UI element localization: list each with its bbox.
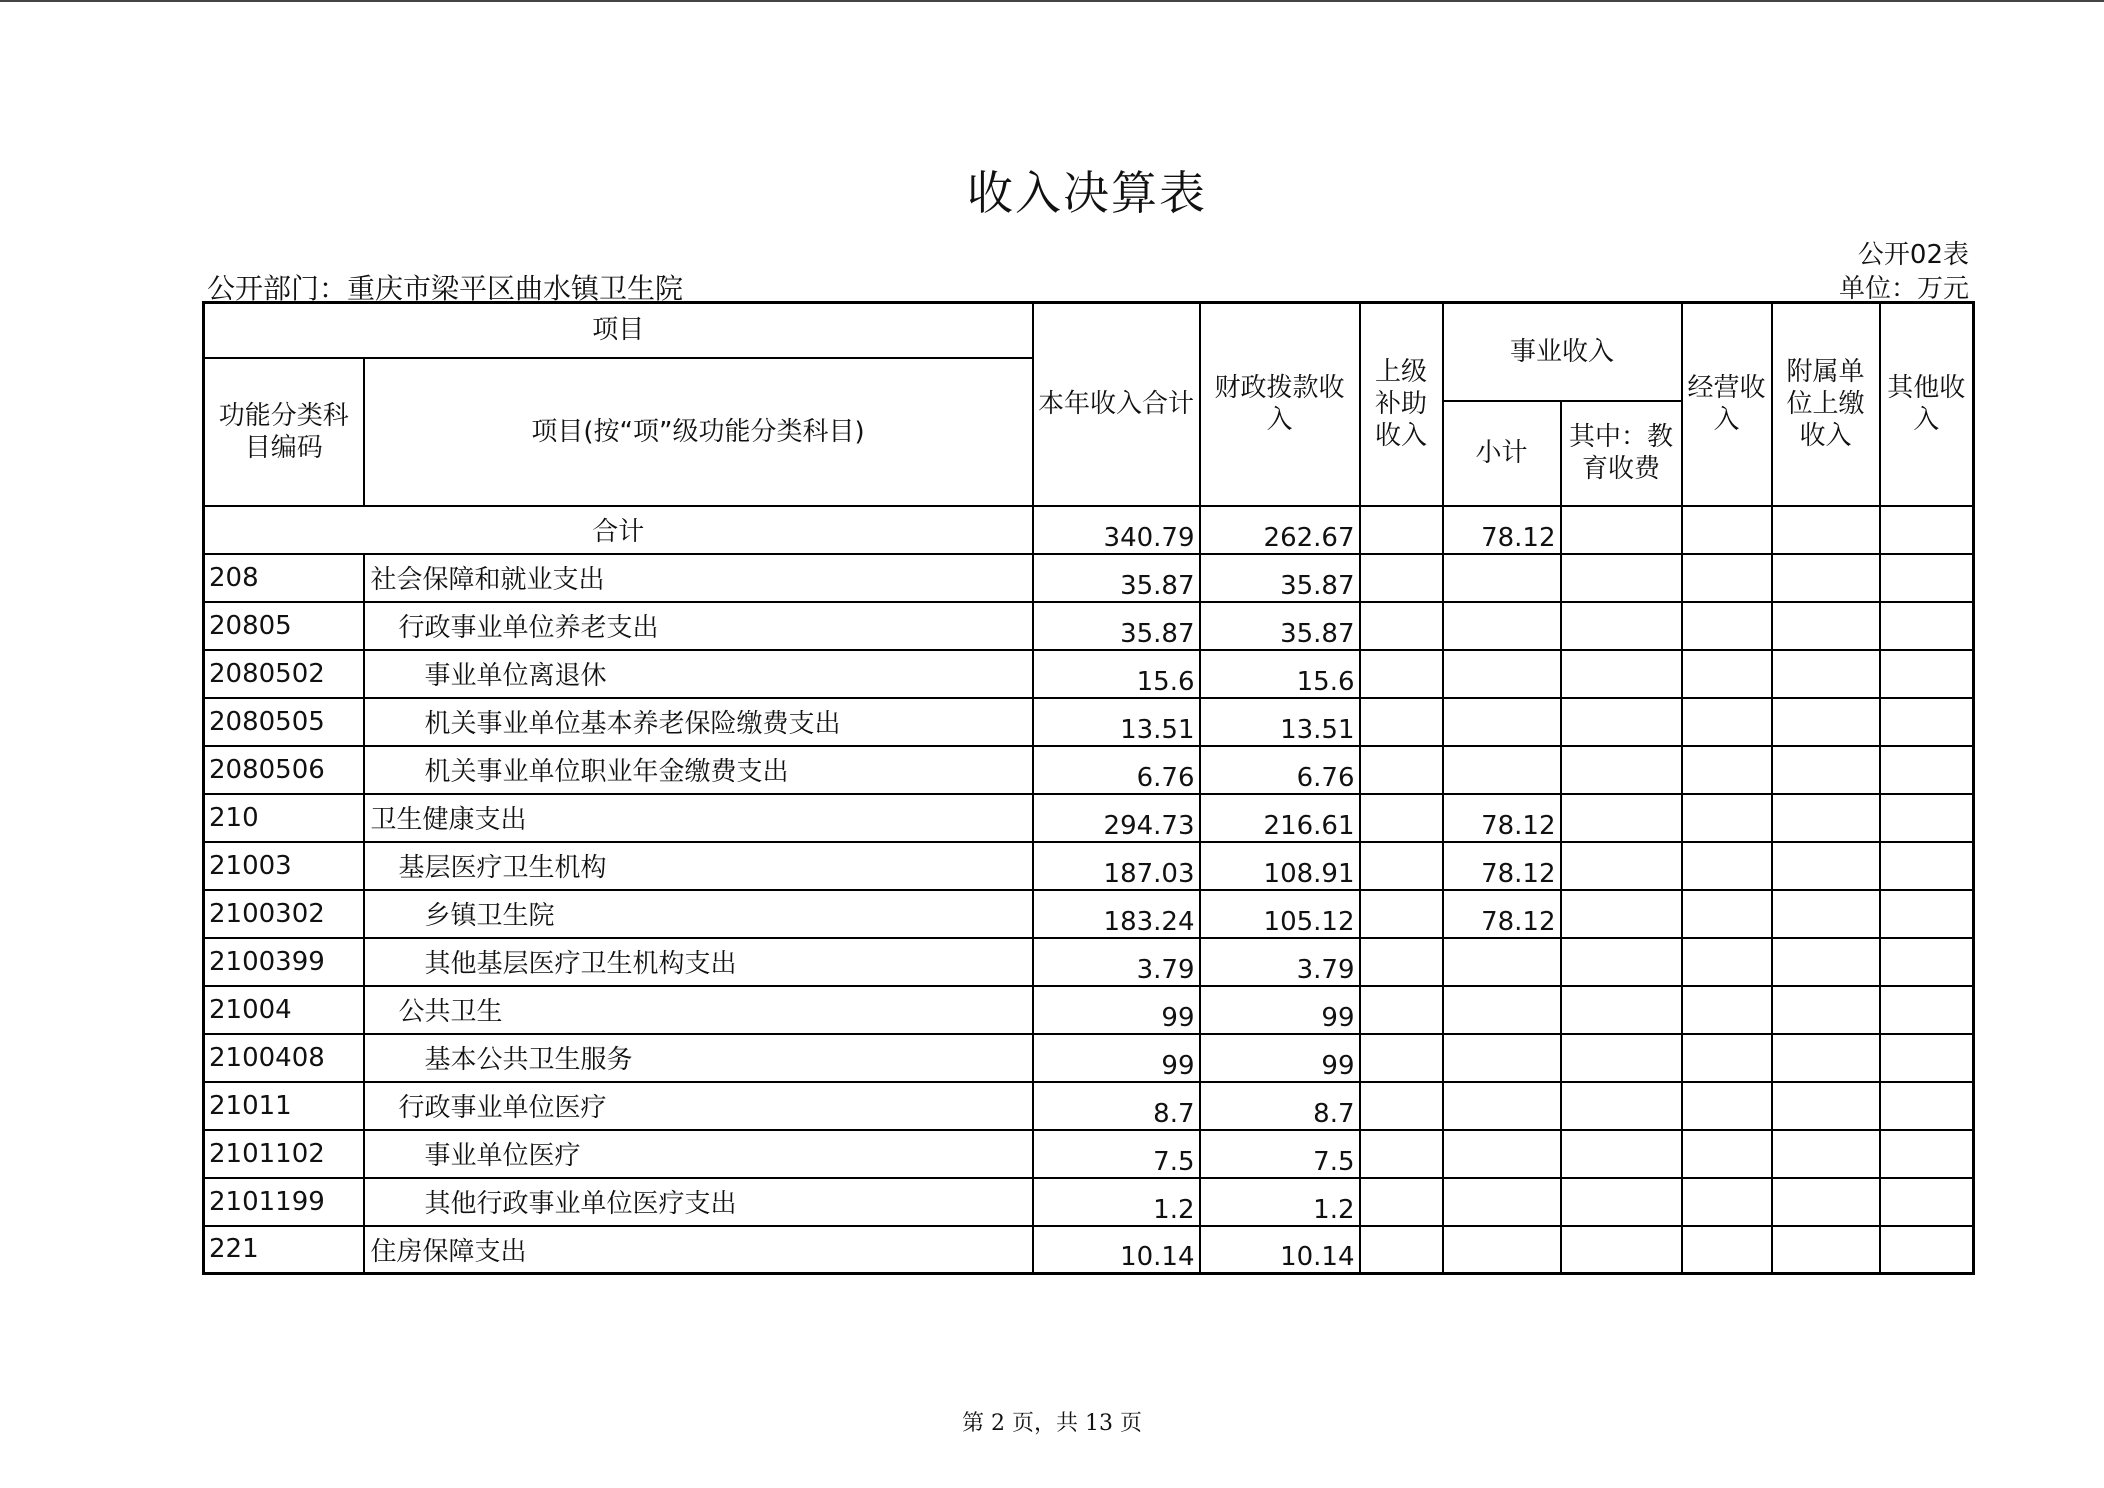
table-row (204, 650, 1974, 698)
row-total: 3.79 (1033, 938, 1200, 986)
row-code: 2100302 (204, 890, 364, 938)
row-education (1561, 986, 1682, 1034)
row-operating (1682, 1082, 1772, 1130)
row-other (1880, 890, 1974, 938)
row-operating (1682, 842, 1772, 890)
header-subtotal: 小计 (1443, 401, 1561, 506)
row-subtotal (1443, 1226, 1561, 1274)
row-fiscal: 15.6 (1200, 650, 1360, 698)
row-affiliated (1772, 746, 1880, 794)
row-operating (1682, 1226, 1772, 1274)
header-total-income: 本年收入合计 (1033, 303, 1200, 506)
row-name: 基层医疗卫生机构 (364, 842, 1033, 890)
row-fiscal: 13.51 (1200, 698, 1360, 746)
row-superior (1360, 698, 1443, 746)
header-affiliated: 附属单位上缴收入 (1772, 303, 1880, 506)
header-fiscal: 财政拨款收入 (1200, 303, 1360, 506)
row-code: 21011 (204, 1082, 364, 1130)
row-education (1561, 1178, 1682, 1226)
row-total: 1.2 (1033, 1178, 1200, 1226)
table-row (204, 1034, 1974, 1082)
row-affiliated (1772, 698, 1880, 746)
row-operating (1682, 602, 1772, 650)
row-education (1561, 602, 1682, 650)
row-superior (1360, 1226, 1443, 1274)
sum-operating (1682, 506, 1772, 554)
row-name: 事业单位医疗 (364, 1130, 1033, 1178)
table-row (204, 938, 1974, 986)
row-code: 2100399 (204, 938, 364, 986)
header-project-name: 项目(按“项”级功能分类科目) (364, 358, 1033, 506)
department-label: 公开部门：重庆市梁平区曲水镇卫生院 (207, 272, 684, 305)
table-row (204, 602, 1974, 650)
row-affiliated (1772, 794, 1880, 842)
row-operating (1682, 1130, 1772, 1178)
sum-total: 340.79 (1033, 506, 1200, 554)
form-number: 公开02表 (1857, 240, 1969, 270)
row-total: 187.03 (1033, 842, 1200, 890)
row-education (1561, 794, 1682, 842)
row-affiliated (1772, 1178, 1880, 1226)
row-affiliated (1772, 1082, 1880, 1130)
row-education (1561, 1082, 1682, 1130)
report-title: 收入决算表 (967, 166, 1207, 220)
row-superior (1360, 746, 1443, 794)
row-other (1880, 1082, 1974, 1130)
row-total: 35.87 (1033, 554, 1200, 602)
row-education (1561, 554, 1682, 602)
row-total: 294.73 (1033, 794, 1200, 842)
row-subtotal (1443, 698, 1561, 746)
header-project: 项目 (204, 303, 1033, 358)
row-operating (1682, 938, 1772, 986)
row-subtotal (1443, 1130, 1561, 1178)
table-row (204, 1130, 1974, 1178)
row-superior (1360, 986, 1443, 1034)
row-name: 行政事业单位养老支出 (364, 602, 1033, 650)
row-fiscal: 108.91 (1200, 842, 1360, 890)
row-operating (1682, 986, 1772, 1034)
row-education (1561, 698, 1682, 746)
page-footer: 第 2 页，共 13 页 (962, 1411, 1142, 1436)
row-affiliated (1772, 890, 1880, 938)
row-superior (1360, 554, 1443, 602)
row-affiliated (1772, 1034, 1880, 1082)
row-code: 2080506 (204, 746, 364, 794)
row-subtotal (1443, 938, 1561, 986)
row-other (1880, 794, 1974, 842)
row-name: 卫生健康支出 (364, 794, 1033, 842)
row-affiliated (1772, 1130, 1880, 1178)
row-affiliated (1772, 938, 1880, 986)
income-table (202, 301, 1975, 1275)
row-other (1880, 1130, 1974, 1178)
row-name: 机关事业单位职业年金缴费支出 (364, 746, 1033, 794)
table-row (204, 1178, 1974, 1226)
row-other (1880, 650, 1974, 698)
row-affiliated (1772, 986, 1880, 1034)
row-name: 行政事业单位医疗 (364, 1082, 1033, 1130)
row-other (1880, 938, 1974, 986)
row-subtotal: 78.12 (1443, 842, 1561, 890)
sum-subtotal: 78.12 (1443, 506, 1561, 554)
row-code: 20805 (204, 602, 364, 650)
row-fiscal: 99 (1200, 1034, 1360, 1082)
table-row (204, 1226, 1974, 1274)
row-other (1880, 602, 1974, 650)
row-education (1561, 650, 1682, 698)
table-row (204, 890, 1974, 938)
row-subtotal (1443, 1082, 1561, 1130)
row-other (1880, 554, 1974, 602)
row-other (1880, 842, 1974, 890)
header-education: 其中：教育收费 (1561, 401, 1682, 506)
row-fiscal: 3.79 (1200, 938, 1360, 986)
row-fiscal: 1.2 (1200, 1178, 1360, 1226)
header-business: 事业收入 (1443, 303, 1682, 401)
row-name: 事业单位离退休 (364, 650, 1033, 698)
table-row (204, 794, 1974, 842)
sum-row (204, 506, 1974, 554)
row-other (1880, 986, 1974, 1034)
row-other (1880, 1034, 1974, 1082)
row-education (1561, 1226, 1682, 1274)
sum-label: 合计 (204, 506, 1033, 554)
row-education (1561, 1034, 1682, 1082)
table-row (204, 746, 1974, 794)
row-code: 2080502 (204, 650, 364, 698)
row-operating (1682, 1034, 1772, 1082)
row-total: 8.7 (1033, 1082, 1200, 1130)
row-affiliated (1772, 554, 1880, 602)
row-superior (1360, 842, 1443, 890)
row-total: 183.24 (1033, 890, 1200, 938)
table-row (204, 1082, 1974, 1130)
row-superior (1360, 1130, 1443, 1178)
row-subtotal (1443, 1178, 1561, 1226)
header-operating: 经营收入 (1682, 303, 1772, 506)
row-other (1880, 1178, 1974, 1226)
row-affiliated (1772, 1226, 1880, 1274)
table-row (204, 554, 1974, 602)
row-operating (1682, 746, 1772, 794)
row-name: 公共卫生 (364, 986, 1033, 1034)
row-code: 2100408 (204, 1034, 364, 1082)
row-affiliated (1772, 602, 1880, 650)
table-row (204, 842, 1974, 890)
row-subtotal (1443, 650, 1561, 698)
header-other: 其他收入 (1880, 303, 1974, 506)
row-total: 6.76 (1033, 746, 1200, 794)
row-code: 2101102 (204, 1130, 364, 1178)
row-total: 99 (1033, 1034, 1200, 1082)
row-other (1880, 1226, 1974, 1274)
row-subtotal (1443, 1034, 1561, 1082)
row-operating (1682, 794, 1772, 842)
row-affiliated (1772, 842, 1880, 890)
row-affiliated (1772, 650, 1880, 698)
row-fiscal: 35.87 (1200, 602, 1360, 650)
row-code: 21003 (204, 842, 364, 890)
row-superior (1360, 602, 1443, 650)
table-row (204, 698, 1974, 746)
sum-other (1880, 506, 1974, 554)
row-operating (1682, 554, 1772, 602)
row-subtotal (1443, 554, 1561, 602)
sum-education (1561, 506, 1682, 554)
row-fiscal: 10.14 (1200, 1226, 1360, 1274)
row-code: 2080505 (204, 698, 364, 746)
row-fiscal: 99 (1200, 986, 1360, 1034)
sum-superior (1360, 506, 1443, 554)
row-total: 13.51 (1033, 698, 1200, 746)
row-code: 221 (204, 1226, 364, 1274)
row-superior (1360, 1178, 1443, 1226)
row-fiscal: 6.76 (1200, 746, 1360, 794)
row-code: 21004 (204, 986, 364, 1034)
row-superior (1360, 650, 1443, 698)
row-total: 99 (1033, 986, 1200, 1034)
header-func-code: 功能分类科目编码 (204, 358, 364, 506)
row-fiscal: 7.5 (1200, 1130, 1360, 1178)
unit-label: 单位：万元 (1838, 274, 1969, 304)
row-fiscal: 8.7 (1200, 1082, 1360, 1130)
row-operating (1682, 698, 1772, 746)
row-subtotal (1443, 746, 1561, 794)
row-name: 社会保障和就业支出 (364, 554, 1033, 602)
row-education (1561, 938, 1682, 986)
row-total: 15.6 (1033, 650, 1200, 698)
row-code: 2101199 (204, 1178, 364, 1226)
row-total: 7.5 (1033, 1130, 1200, 1178)
row-fiscal: 216.61 (1200, 794, 1360, 842)
row-other (1880, 698, 1974, 746)
row-subtotal: 78.12 (1443, 890, 1561, 938)
row-operating (1682, 890, 1772, 938)
row-name: 其他行政事业单位医疗支出 (364, 1178, 1033, 1226)
row-superior (1360, 794, 1443, 842)
row-name: 机关事业单位基本养老保险缴费支出 (364, 698, 1033, 746)
row-total: 35.87 (1033, 602, 1200, 650)
row-education (1561, 1130, 1682, 1178)
row-superior (1360, 890, 1443, 938)
row-name: 乡镇卫生院 (364, 890, 1033, 938)
row-code: 208 (204, 554, 364, 602)
row-name: 其他基层医疗卫生机构支出 (364, 938, 1033, 986)
row-education (1561, 842, 1682, 890)
row-name: 住房保障支出 (364, 1226, 1033, 1274)
row-operating (1682, 1178, 1772, 1226)
row-superior (1360, 1034, 1443, 1082)
row-subtotal: 78.12 (1443, 794, 1561, 842)
row-subtotal (1443, 986, 1561, 1034)
sum-fiscal: 262.67 (1200, 506, 1360, 554)
row-education (1561, 746, 1682, 794)
row-subtotal (1443, 602, 1561, 650)
row-superior (1360, 938, 1443, 986)
row-other (1880, 746, 1974, 794)
row-superior (1360, 1082, 1443, 1130)
table-row (204, 986, 1974, 1034)
row-fiscal: 105.12 (1200, 890, 1360, 938)
row-fiscal: 35.87 (1200, 554, 1360, 602)
row-total: 10.14 (1033, 1226, 1200, 1274)
header-superior: 上级补助收入 (1360, 303, 1443, 506)
row-name: 基本公共卫生服务 (364, 1034, 1033, 1082)
row-operating (1682, 650, 1772, 698)
row-code: 210 (204, 794, 364, 842)
sum-affiliated (1772, 506, 1880, 554)
row-education (1561, 890, 1682, 938)
